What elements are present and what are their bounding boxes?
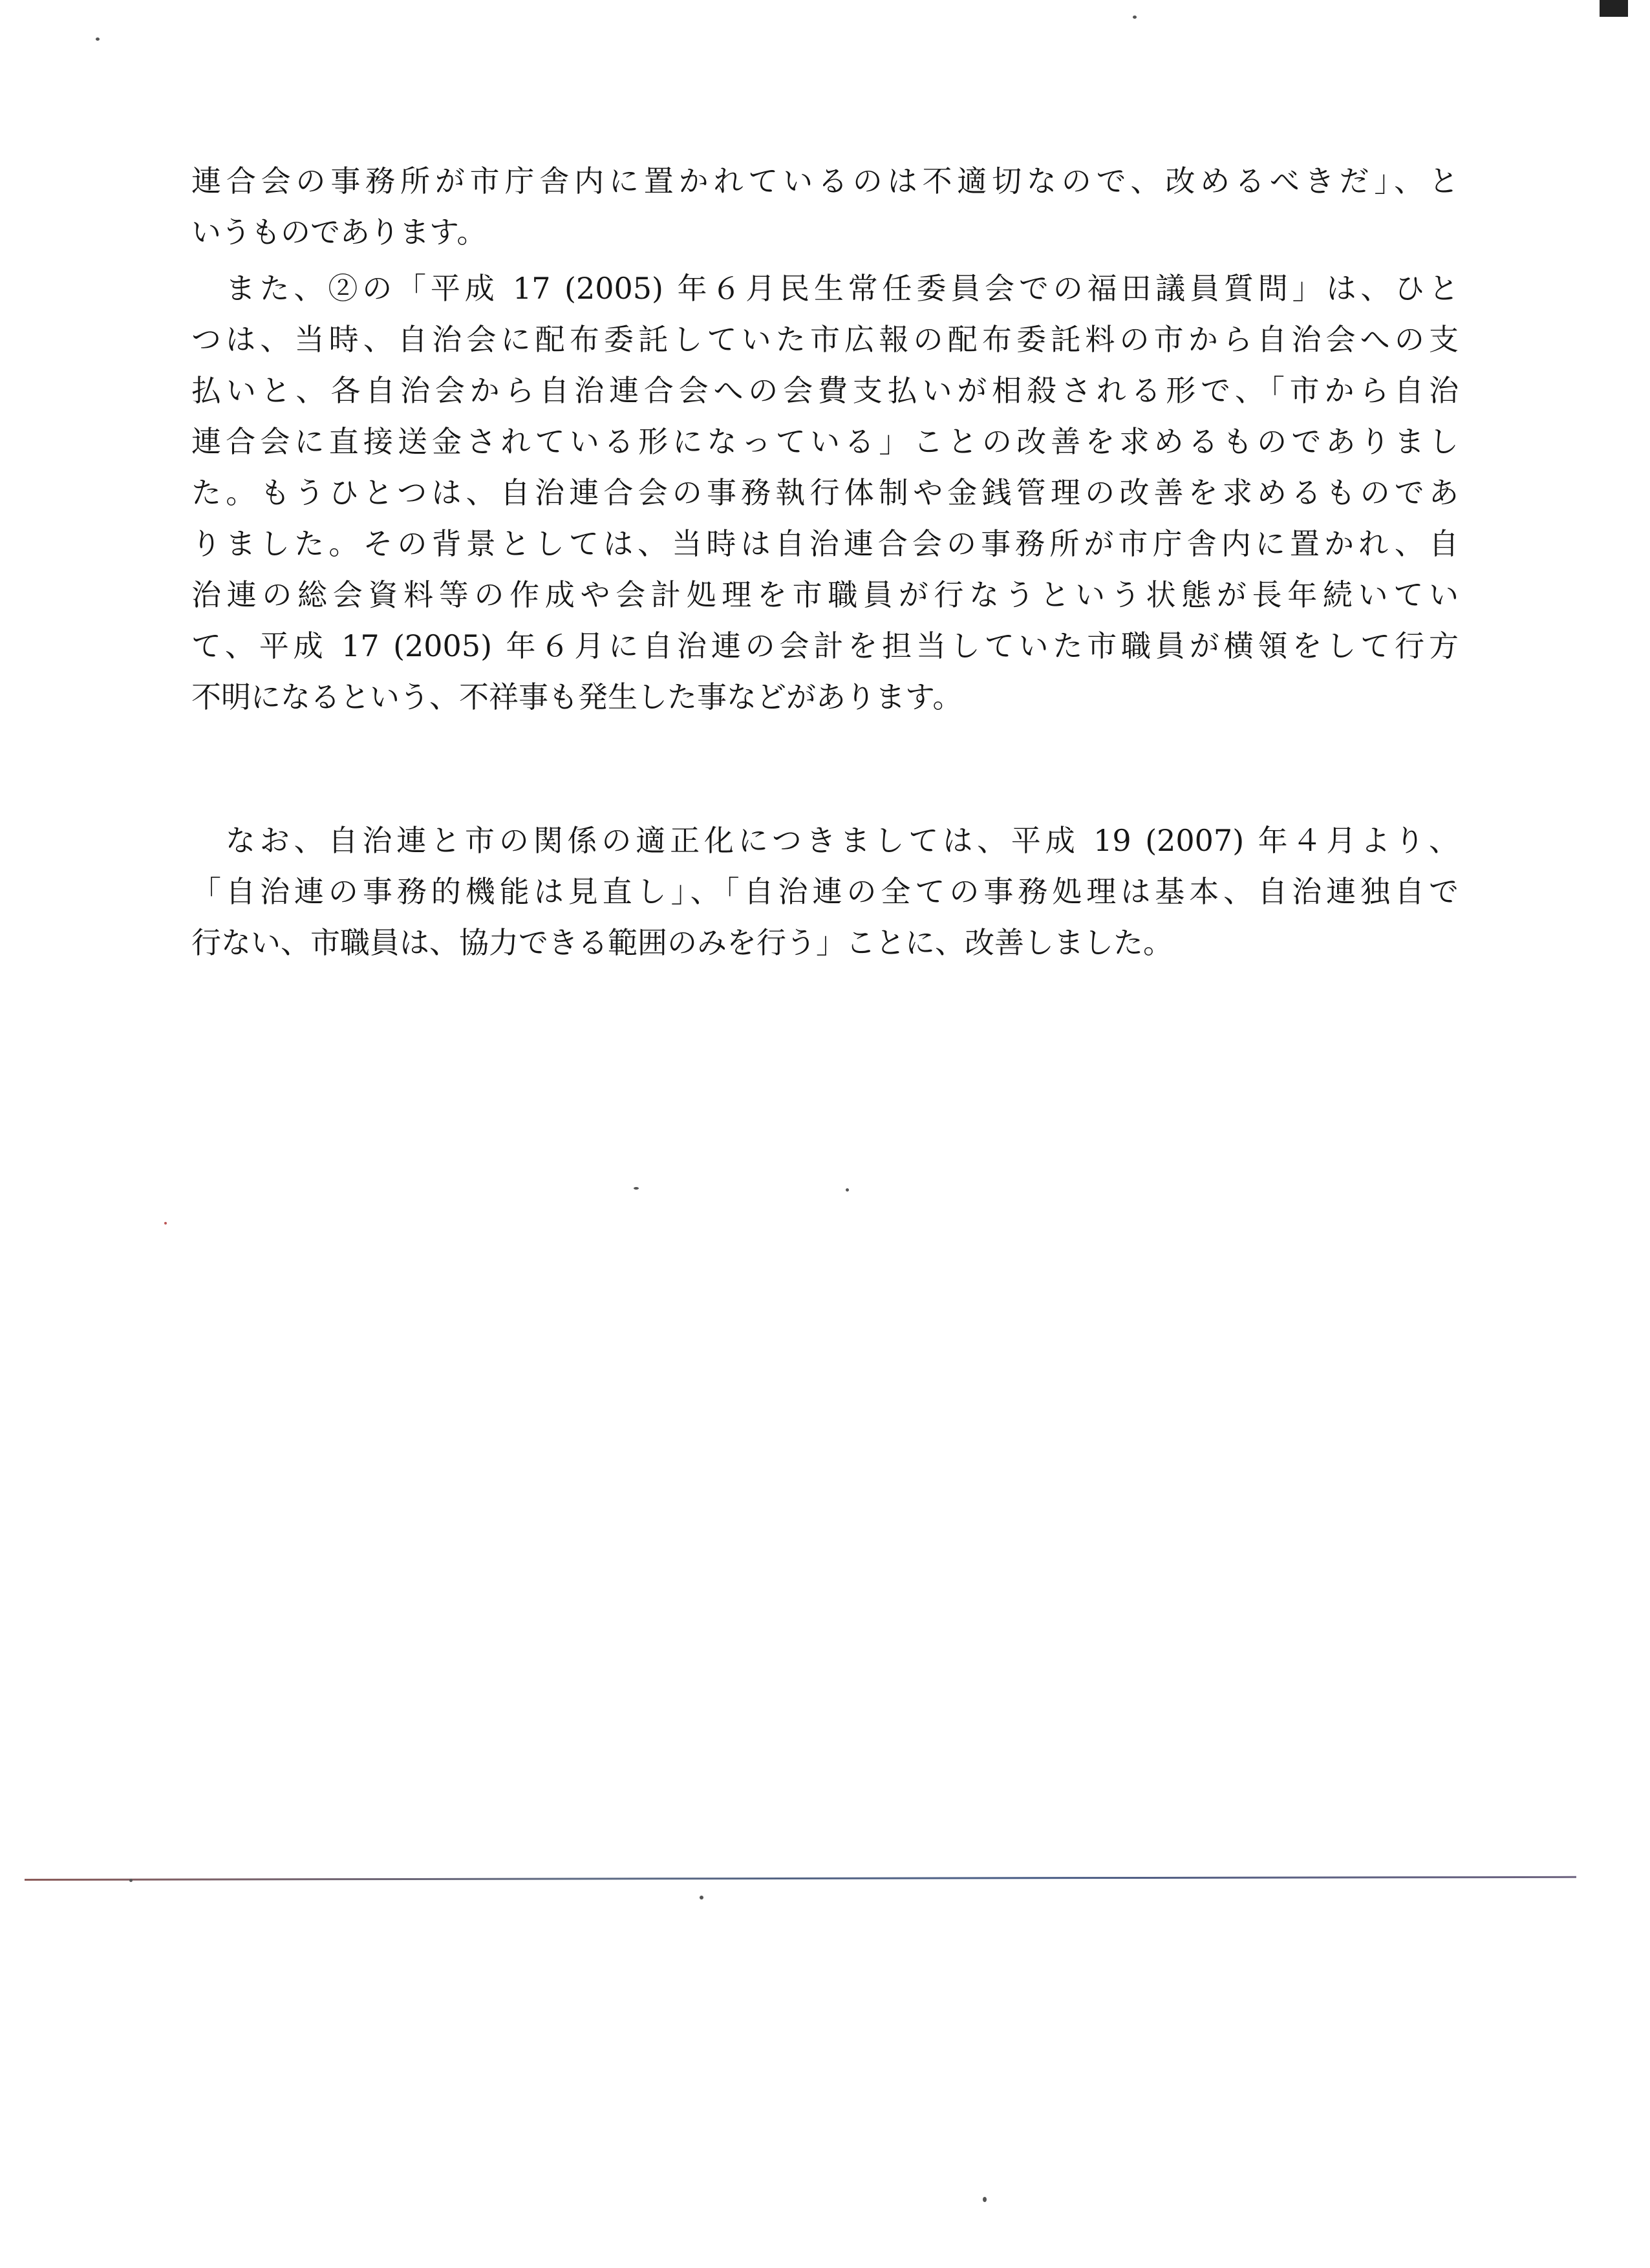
text-line: 連合会の事務所が市庁舎内に置かれているのは不適切なので、改めるべきだ」、と <box>191 164 1459 198</box>
text-line: 連合会に直接送金されている形になっている」ことの改善を求めるものでありまし <box>191 424 1459 459</box>
horizontal-rule <box>25 1876 1576 1881</box>
scan-edge-mark <box>1600 0 1628 17</box>
scan-speck <box>129 1879 133 1882</box>
text-line: また、②の「平成 17 (2005) 年６月民生常任委員会での福田議員質問」は、ひと <box>191 271 1459 306</box>
scan-speck <box>846 1188 849 1192</box>
scan-speck <box>983 2197 987 2202</box>
scan-speck <box>700 1896 703 1899</box>
text-line: 「自治連の事務的機能は見直し」、「自治連の全ての事務処理は基本、自治連独自で <box>191 874 1459 909</box>
scan-speck <box>634 1187 639 1190</box>
scan-speck <box>1133 16 1137 19</box>
text-line: いうものであります。 <box>191 215 487 250</box>
text-line: 治連の総会資料等の作成や会計処理を市職員が行なうという状態が長年続いてい <box>191 577 1459 612</box>
text-line: て、平成 17 (2005) 年６月に自治連の会計を担当していた市職員が横領をして行方 <box>191 628 1459 663</box>
scan-speck <box>96 37 100 41</box>
text-line: なお、自治連と市の関係の適正化につきましては、平成 19 (2007) 年４月より、 <box>191 823 1459 858</box>
text-line: 不明になるという、不祥事も発生した事などがあります。 <box>191 679 963 714</box>
text-line: つは、当時、自治会に配布委託していた市広報の配布委託料の市から自治会への支 <box>191 322 1459 357</box>
scan-speck <box>164 1222 167 1225</box>
text-line: 払いと、各自治会から自治連合会への会費支払いが相殺される形で、「市から自治 <box>191 373 1459 408</box>
text-line: りました。その背景としては、当時は自治連合会の事務所が市庁舎内に置かれ、自 <box>191 526 1459 561</box>
text-line: 行ない、市職員は、協力できる範囲のみを行う」ことに、改善しました。 <box>191 925 1173 960</box>
text-line: た。もうひとつは、自治連合会の事務執行体制や金銭管理の改善を求めるものであ <box>191 475 1459 510</box>
